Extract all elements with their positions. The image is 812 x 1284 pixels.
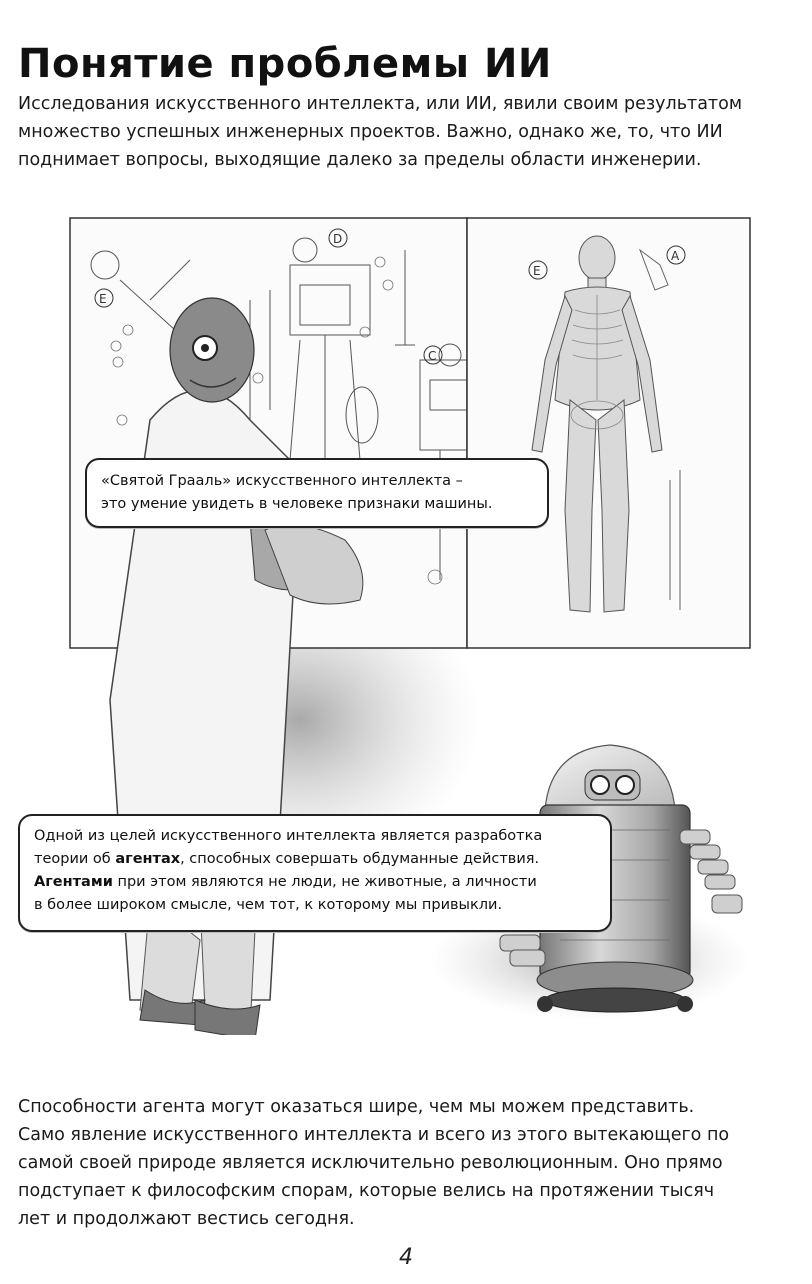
bubble-text: , способных совершать обдуманные действия. — [180, 851, 540, 867]
bubble-text: при этом являются не люди, не животные, а личности — [112, 874, 537, 890]
diagram-label-d: D — [333, 232, 343, 246]
speech-bubble-agents — [18, 814, 612, 932]
diagram-label-a: A — [671, 249, 680, 263]
bubble-line — [34, 871, 600, 894]
outro-paragraph — [18, 1093, 808, 1233]
bubble-text: теории об — [34, 851, 116, 867]
outro-line: самой своей природе является исключительно революционным. Оно прямо — [18, 1153, 723, 1173]
diagram-label-e: E — [99, 292, 107, 306]
bubble-line — [34, 848, 600, 871]
intro-line: поднимает вопросы, выходящие далеко за пределы области инженерии. — [18, 150, 702, 170]
diagram-label-c: C — [428, 349, 437, 363]
intro-line: множество успешных инженерных проектов. Важно, однако же, то, что ИИ — [18, 122, 723, 142]
diagram-label-e: E — [533, 264, 541, 278]
intro-line: Исследования искусственного интеллекта, или ИИ, явили своим результатом — [18, 94, 743, 114]
page-number: 4 — [399, 1245, 413, 1270]
outro-line: Само явление искусственного интеллекта и всего из этого вытекающего по — [18, 1125, 730, 1145]
bubble-line: в более широком смысле, чем тот, к которому мы привыкли. — [34, 897, 503, 913]
bubble-bold-term: Агентами — [34, 874, 113, 890]
outro-line: подступает к философским спорам, которые велись на протяжении тысяч — [18, 1181, 715, 1201]
bubble-line: Одной из целей искусственного интеллекта является разработка — [34, 828, 543, 844]
outro-line: лет и продолжают вестись сегодня. — [18, 1209, 355, 1229]
bubble-line: «Святой Грааль» искусственного интеллекта – — [101, 473, 463, 489]
speech-bubble-holy-grail — [85, 458, 549, 528]
bubble-line: это умение увидеть в человеке признаки машины. — [101, 496, 493, 512]
page-title: Понятие проблемы ИИ — [18, 40, 552, 87]
anatomy-panel — [467, 218, 750, 648]
bubble-bold-term: агентах — [115, 851, 181, 867]
outro-line: Способности агента могут оказаться шире, чем мы можем представить. — [18, 1097, 695, 1117]
intro-paragraph — [18, 90, 808, 174]
